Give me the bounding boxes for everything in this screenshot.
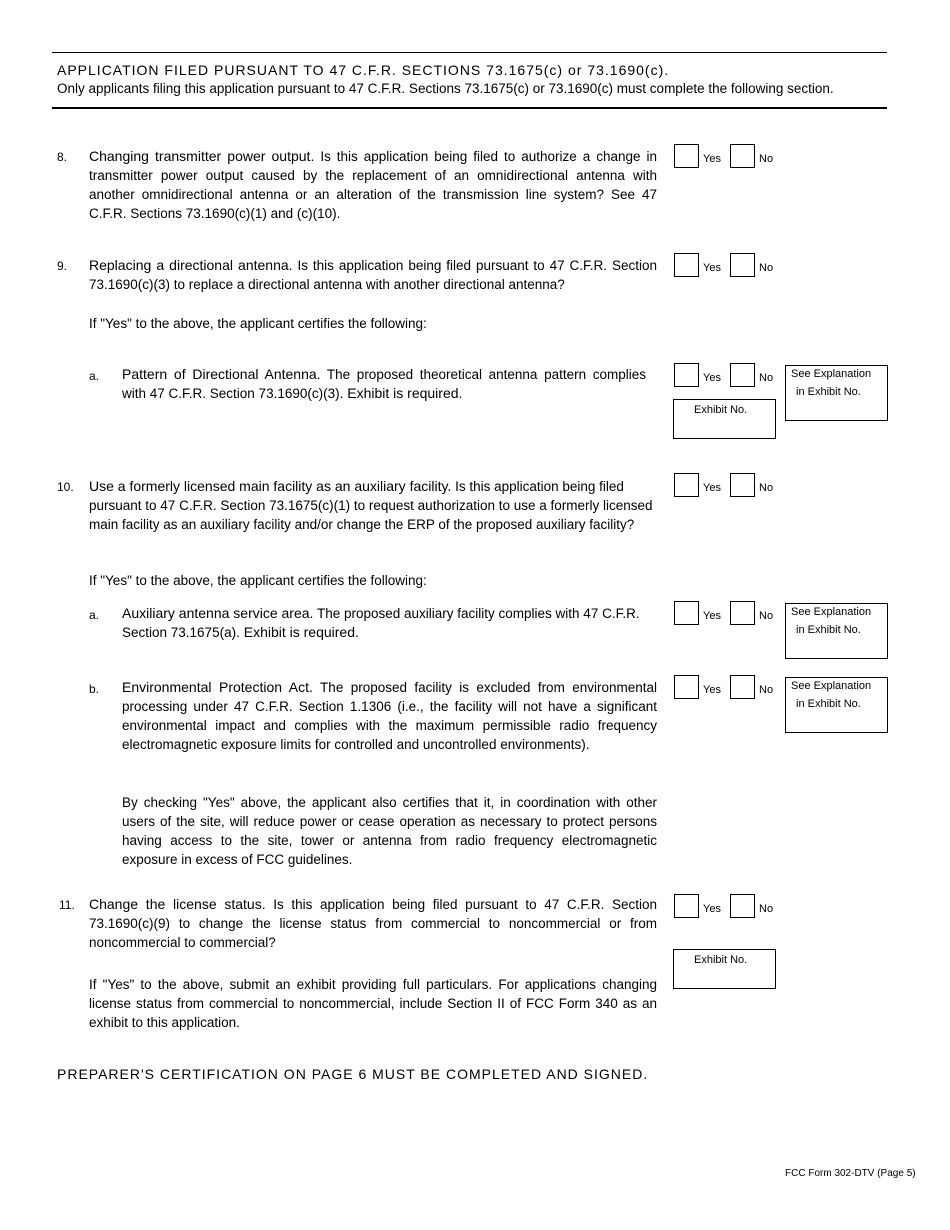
preparer-certification-note: PREPARER'S CERTIFICATION ON PAGE 6 MUST BE COMPLETED AND SIGNED. bbox=[57, 1066, 649, 1082]
q10b-no-checkbox[interactable] bbox=[730, 675, 755, 699]
q10a-see-expl-2: in Exhibit No. bbox=[796, 624, 861, 636]
q10b-see-expl-2: in Exhibit No. bbox=[796, 698, 861, 710]
q9a-exhibit-box[interactable] bbox=[673, 399, 776, 439]
header-bottom-rule bbox=[52, 107, 887, 109]
q8-no-checkbox[interactable] bbox=[730, 144, 755, 168]
page-footer: FCC Form 302-DTV (Page 5) bbox=[785, 1168, 916, 1179]
q9a-lead: Pattern of Directional Antenna. bbox=[122, 366, 321, 382]
q9a-body: The proposed theoretical antenna pattern complies with 47 C.F.R. Section 73.1690(c)(3). bbox=[122, 367, 646, 401]
q10a-no-checkbox[interactable] bbox=[730, 601, 755, 625]
q10-certifies: If "Yes" to the above, the applicant certifies the following: bbox=[89, 573, 427, 588]
q10-yes-checkbox[interactable] bbox=[674, 473, 699, 497]
q10-number: 10. bbox=[57, 480, 74, 494]
q11-no-checkbox[interactable] bbox=[730, 894, 755, 918]
q10-lead: Use a formerly licensed main facility as an auxiliary facility. bbox=[89, 478, 452, 494]
q9a-yes-label: Yes bbox=[703, 372, 721, 384]
q9-certifies: If "Yes" to the above, the applicant certifies the following: bbox=[89, 316, 427, 331]
q11-exhibit-box[interactable] bbox=[673, 949, 776, 989]
q9-number: 9. bbox=[57, 259, 68, 273]
q9a-exhibit-label: Exhibit No. bbox=[694, 404, 748, 416]
q10a-yes-label: Yes bbox=[703, 610, 721, 622]
q9-no-label: No bbox=[759, 262, 774, 274]
q8-body: Is this application being filed to authorize a change in transmitter power output caused by the replacement of an omnidirectional antenna with another omnidirectional antenna or an alteration of the transmission line system? See 47 C.F.R. Sections 73.1690(c)(1) and (c)(10). bbox=[89, 149, 657, 221]
q10b-lead: Environmental Protection Act. bbox=[122, 679, 313, 695]
q11-text bbox=[89, 895, 657, 952]
q9a-no-label: No bbox=[759, 372, 774, 384]
q11-yes-checkbox[interactable] bbox=[674, 894, 699, 918]
q9-yes-label: Yes bbox=[703, 262, 721, 274]
q11-lead: Change the license status. bbox=[89, 896, 266, 912]
q10a-text bbox=[122, 604, 646, 642]
q10a-letter: a. bbox=[89, 608, 100, 622]
q10b-text bbox=[122, 678, 657, 754]
q10b-yes-checkbox[interactable] bbox=[674, 675, 699, 699]
q10a-required: Exhibit is required. bbox=[239, 624, 359, 640]
q9-body: Is this application being filed pursuant to 47 C.F.R. Section 73.1690(c)(3) to replace a directional antenna with another directional antenna? bbox=[89, 258, 658, 292]
q10b-letter: b. bbox=[89, 682, 100, 696]
q10b-see-expl-1: See Explanation bbox=[791, 680, 872, 692]
q10b-para2: By checking "Yes" above, the applicant also certifies that it, in coordination with other users of the site, will reduce power or cease operation as necessary to protect persons having access to the site, tower or antenna from radio frequency electromagnetic exposure in excess of FCC guidelines. bbox=[122, 795, 657, 867]
q10-no-label: No bbox=[759, 482, 774, 494]
q11-para2: If "Yes" to the above, submit an exhibit providing full particulars. For applications changing license status from commercial to noncommercial, include Section II of FCC Form 340 as an exhibit to this application. bbox=[89, 977, 657, 1030]
q10-body: Is this application being filed pursuant to 47 C.F.R. Section 73.1675(c)(1) to request authorization to use a formerly licensed main facility as an auxiliary facility and/or change the ERP of the proposed auxiliary facility? bbox=[89, 479, 653, 532]
q10a-see-expl-1: See Explanation bbox=[791, 606, 872, 618]
q10b-no-label: No bbox=[759, 684, 774, 696]
q10a-lead: Auxiliary antenna service area. bbox=[122, 605, 314, 621]
q10b-body: The proposed facility is excluded from environmental processing under 47 C.F.R. Section 1.1306 (i.e., the facility will not have a significant environmental impact and complies with the maximum permissible radio frequency electromagnetic exposure limits for controlled and uncontrolled environments). bbox=[122, 680, 657, 752]
q9a-yes-checkbox[interactable] bbox=[674, 363, 699, 387]
q9a-explanation-box[interactable] bbox=[785, 365, 888, 421]
q10a-no-label: No bbox=[759, 610, 774, 622]
q10b-yes-label: Yes bbox=[703, 684, 721, 696]
q8-yes-label: Yes bbox=[703, 153, 721, 165]
q9-text bbox=[89, 256, 657, 294]
q9-yes-checkbox[interactable] bbox=[674, 253, 699, 277]
q9a-letter: a. bbox=[89, 369, 100, 383]
q10-no-checkbox[interactable] bbox=[730, 473, 755, 497]
q10-yes-label: Yes bbox=[703, 482, 721, 494]
q9-lead: Replacing a directional antenna. bbox=[89, 257, 293, 273]
section-title: APPLICATION FILED PURSUANT TO 47 C.F.R. SECTIONS 73.1675(c) or 73.1690(c). bbox=[57, 62, 670, 78]
q9a-text bbox=[122, 365, 646, 403]
q9a-no-checkbox[interactable] bbox=[730, 363, 755, 387]
q11-number: 11. bbox=[59, 898, 75, 912]
q11-no-label: No bbox=[759, 903, 774, 915]
q10a-yes-checkbox[interactable] bbox=[674, 601, 699, 625]
q10a-explanation-box[interactable] bbox=[785, 603, 888, 659]
q8-no-label: No bbox=[759, 153, 774, 165]
q9-no-checkbox[interactable] bbox=[730, 253, 755, 277]
q10a-body: The proposed auxiliary facility complies with 47 C.F.R. Section 73.1675(a). bbox=[122, 606, 640, 640]
q8-yes-checkbox[interactable] bbox=[674, 144, 699, 168]
q11-yes-label: Yes bbox=[703, 903, 721, 915]
q8-number: 8. bbox=[57, 150, 68, 164]
section-subtitle: Only applicants filing this application pursuant to 47 C.F.R. Sections 73.1675(c) or 73.1690(c) must complete the following section. bbox=[57, 81, 834, 96]
q10-text bbox=[89, 477, 657, 534]
top-rule bbox=[52, 52, 887, 53]
q9a-see-expl-2: in Exhibit No. bbox=[796, 386, 861, 398]
q8-text bbox=[89, 147, 657, 223]
q9a-see-expl-1: See Explanation bbox=[791, 368, 872, 380]
q8-lead: Changing transmitter power output. bbox=[89, 148, 315, 164]
q11-exhibit-label: Exhibit No. bbox=[694, 954, 748, 966]
q11-body: Is this application being filed pursuant to 47 C.F.R. Section 73.1690(c)(9) to change the license status from commercial to noncommercial or from noncommercial to commercial? bbox=[89, 897, 657, 950]
q10b-explanation-box[interactable] bbox=[785, 677, 888, 733]
q9a-required: Exhibit is required. bbox=[343, 385, 463, 401]
